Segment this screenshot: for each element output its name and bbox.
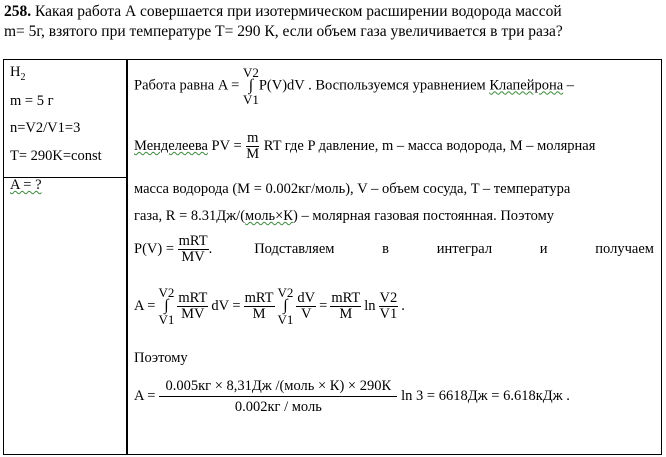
solution-line-1: Работа равна A = V2 ∫ V1 P(V)dV . Воспользуемся уравнением Клапейрона – xyxy=(134,65,575,107)
solution-line-3: масса водорода (M = 0.002кг/моль), V – объем сосуда, T – температура xyxy=(134,181,571,197)
column-divider xyxy=(126,60,128,454)
integral-2: V2 ∫ V1 xyxy=(277,285,294,327)
given-temperature: T= 290K=const xyxy=(10,148,102,164)
integral: V2 ∫ V1 xyxy=(242,65,259,107)
given-h2: $H_2$ xyxy=(10,64,26,83)
integral-1: V2 ∫ V1 xyxy=(158,285,175,327)
solution-line-2: Менделеева PV = $\frac{m}{M}$ RT где P давление, m – масса водорода, M – молярная xyxy=(134,130,596,162)
problem-number: 258. xyxy=(4,3,32,20)
solution-table xyxy=(3,59,662,455)
problem-line-1 xyxy=(4,2,562,22)
solution-line-8: A = $\frac{\text{0.005кг × 8,31Дж /(моль × К) × 290К}}{\text{0.002кг / моль}}$ ln 3 = 6618Дж = 6.618кДж . xyxy=(134,378,570,415)
solution-line-4: газа, R = 8.31Дж/(моль×К) – молярная газовая постоянная. Поэтому xyxy=(134,208,554,224)
solution-line-5: P(V) = $\frac{\text{mRT}}{MV}$ . Подставляем в интеграл и получаем xyxy=(134,233,654,265)
solution-line-7: Поэтому xyxy=(134,350,188,366)
problem-text-2: m= 5г, взятого при температуре T= 290 К, если объем газа увеличивается в три раза? xyxy=(4,23,563,40)
problem-text-1: Какая работа А совершается при изотермическом расширении водорода массой xyxy=(35,3,562,20)
find-work: A = ? xyxy=(10,177,42,193)
solution-line-6: A = V2 ∫ V1 $\frac{\text{mRT}}{MV}$ dV = $\frac{\text{mRT}}{M}$ V2 ∫ V1 $\frac{dV}{V}$ = $\frac{\text{mRT}}{M}$ ln $\frac{V2}{V1}$ . xyxy=(134,285,405,327)
given-ratio: n=V2/V1=3 xyxy=(10,120,81,136)
given-mass: m = 5 г xyxy=(10,93,54,109)
fraction-m-over-M: $\frac{m}{M}$ xyxy=(246,130,260,162)
fraction-mRT-over-MV: $\frac{\text{mRT}}{MV}$ xyxy=(178,233,208,265)
